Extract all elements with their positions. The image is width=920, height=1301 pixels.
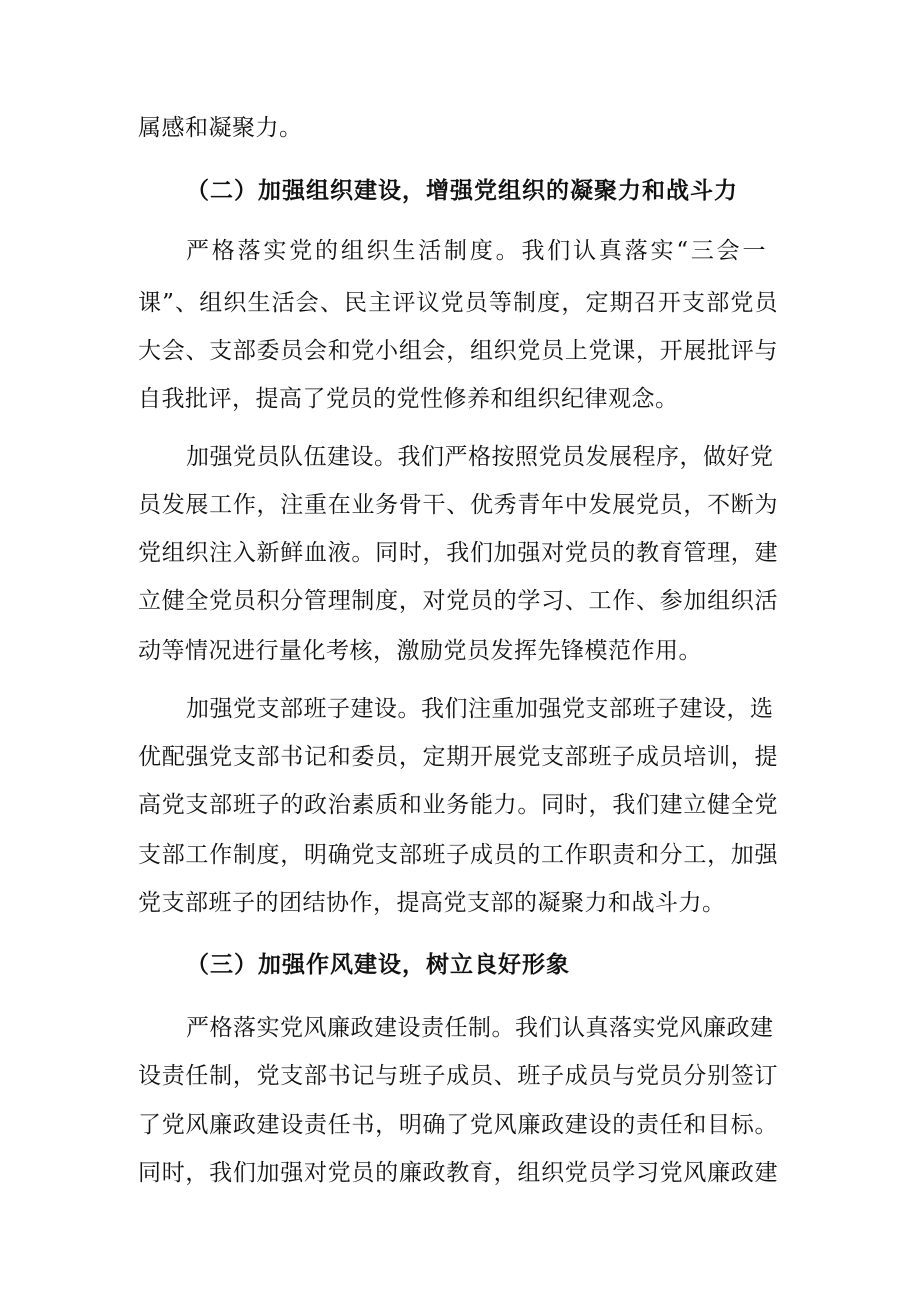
paragraph-line: 自我批评，提高了党员的党性修养和组织纪律观念。 xyxy=(138,386,679,412)
section-heading-3: （三）加强作风建设，树立良好形象 xyxy=(186,951,570,978)
paragraph-line: 严格落实党的组织生活制度。我们认真落实“三会一 xyxy=(186,238,766,264)
paragraph-line: 加强党支部班子建设。我们注重加强党支部班子建设，选 xyxy=(186,696,774,722)
paragraph-line: 设责任制，党支部书记与班子成员、班子成员与党员分别签订 xyxy=(138,1063,778,1089)
paragraph-line: 优配强党支部书记和委员，定期开展党支部班子成员培训，提 xyxy=(138,744,778,770)
paragraph-line: 高党支部班子的政治素质和业务能力。同时，我们建立健全党 xyxy=(138,792,778,818)
paragraph-line: 了党风廉政建设责任书，明确了党风廉政建设的责任和目标。 xyxy=(138,1112,778,1138)
paragraph-line: 动等情况进行量化考核，激励党员发挥先锋模范作用。 xyxy=(138,638,702,664)
paragraph-line: 支部工作制度，明确党支部班子成员的工作职责和分工，加强 xyxy=(138,842,778,868)
paragraph-continuation: 属感和凝聚力。 xyxy=(138,115,303,141)
paragraph-line: 党组织注入新鲜血液。同时，我们加强对党员的教育管理，建 xyxy=(138,540,778,566)
paragraph-line: 严格落实党风廉政建设责任制。我们认真落实党风廉政建 xyxy=(186,1015,774,1041)
paragraph-line: 课”、组织生活会、民主评议党员等制度，定期召开支部党员 xyxy=(138,290,778,316)
paragraph-line: 员发展工作，注重在业务骨干、优秀青年中发展党员，不断为 xyxy=(138,492,778,518)
paragraph-line: 同时，我们加强对党员的廉政教育，组织党员学习党风廉政建 xyxy=(138,1160,778,1186)
section-heading-2: （二）加强组织建设，增强党组织的凝聚力和战斗力 xyxy=(186,177,738,204)
paragraph-line: 立健全党员积分管理制度，对党员的学习、工作、参加组织活 xyxy=(138,588,778,614)
paragraph-line: 加强党员队伍建设。我们严格按照党员发展程序，做好党 xyxy=(186,444,774,470)
paragraph-line: 大会、支部委员会和党小组会，组织党员上党课，开展批评与 xyxy=(138,338,778,364)
paragraph-line: 党支部班子的团结协作，提高党支部的凝聚力和战斗力。 xyxy=(138,890,726,916)
